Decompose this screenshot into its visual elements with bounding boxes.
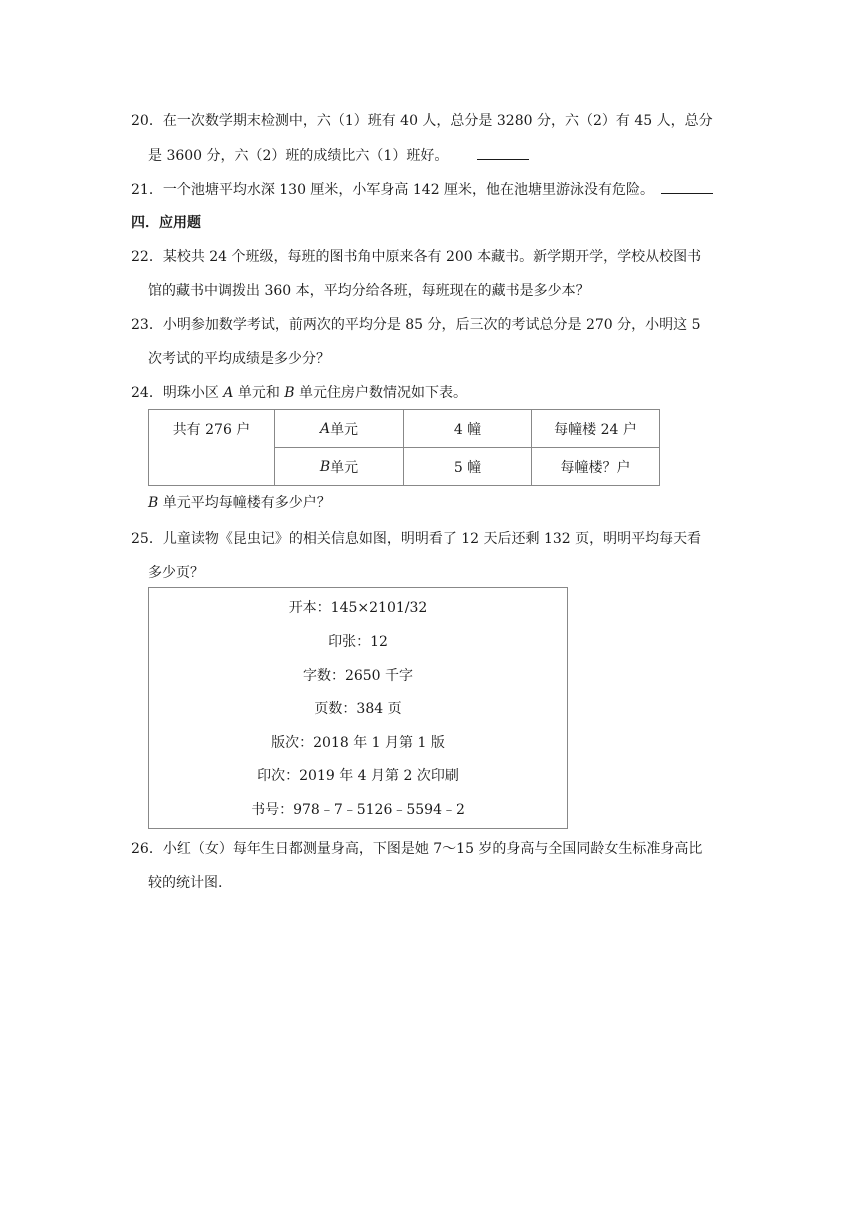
- q24-prefix: 24．明珠小区: [131, 385, 224, 401]
- book-sheets: 印张：12: [328, 634, 388, 650]
- table-cell-total: 共有 276 户: [172, 421, 251, 438]
- unit-a-letter: A: [319, 420, 331, 437]
- book-word-count: 字数：2650 千字: [302, 668, 414, 684]
- table-cell-b-buildings: 5 幢: [453, 459, 482, 476]
- q21-answer-blank[interactable]: [661, 179, 713, 194]
- q26-line1: 26．小红（女）每年生日都测量身高，下图是她 7～15 岁的身高与全国同龄女生标准身高比: [131, 841, 703, 857]
- table-cell-unit-a: [275, 410, 403, 447]
- q20-line2: [148, 145, 529, 166]
- q24-question-text: 单元平均每幢楼有多少户？: [158, 495, 331, 511]
- table-cell-a-per: 每幢楼 24 户: [554, 421, 637, 438]
- q24-question-letter: B: [148, 495, 159, 511]
- section-heading-applications: 四．应用题: [131, 215, 201, 231]
- q24-line1: [131, 383, 467, 403]
- q22-line1: 22．某校共 24 个班级，每班的图书角中原来各有 200 本藏书。新学期开学，学校从校图书: [131, 249, 702, 265]
- q26-line2: 较的统计图.: [148, 875, 223, 891]
- q24-question: [148, 493, 331, 513]
- q25-line1: 25．儿童读物《昆虫记》的相关信息如图，明明看了 12 天后还剩 132 页，明明平均每天看: [131, 531, 702, 547]
- q21-line1: [131, 179, 713, 200]
- q25-line2: 多少页？: [148, 565, 204, 581]
- table-cell-a-buildings: 4 幢: [453, 421, 482, 438]
- unit-b-letter: B: [319, 458, 331, 475]
- table-cell-b-per: 每幢楼？户: [560, 459, 631, 476]
- book-edition: 版次：2018 年 1 月第 1 版: [271, 735, 445, 751]
- book-isbn: 书号：978﹣7﹣5126﹣5594﹣2: [251, 802, 465, 818]
- book-format: 开本：145×2101/32: [288, 600, 428, 616]
- q22-line2: 馆的藏书中调拨出 360 本，平均分给各班，每班现在的藏书是多少本？: [148, 283, 590, 299]
- q23-line2: 次考试的平均成绩是多少分？: [148, 351, 330, 367]
- q24-suffix: 单元住房户数情况如下表。: [294, 385, 468, 401]
- book-printing: 印次：2019 年 4 月第 2 次印刷: [257, 768, 459, 784]
- book-page-count: 页数：384 页: [314, 701, 402, 717]
- q24-unit-a: A: [223, 385, 234, 401]
- table-cell-unit-b: [275, 448, 403, 485]
- unit-a-word: 单元: [330, 421, 359, 438]
- q24-mid: 单元和: [233, 385, 285, 401]
- q20-line2-text: 是 3600 分，六（2）班的成绩比六（1）班好。: [148, 148, 449, 164]
- q21-line1-text: 21．一个池塘平均水深 130 厘米，小军身高 142 厘米，他在池塘里游泳没有危险。: [131, 182, 655, 198]
- q20-line1: 20．在一次数学期末检测中，六（1）班有 40 人，总分是 3280 分，六（2）有 45 人，总分: [131, 113, 713, 129]
- q23-line1: 23．小明参加数学考试，前两次的平均分是 85 分，后三次的考试总分是 270 分，小明这 5: [131, 317, 701, 333]
- book-info-box: [148, 587, 568, 829]
- q24-household-table: [148, 409, 660, 486]
- q24-unit-b: B: [284, 385, 295, 401]
- q20-answer-blank[interactable]: [477, 145, 529, 160]
- unit-b-word: 单元: [330, 459, 359, 476]
